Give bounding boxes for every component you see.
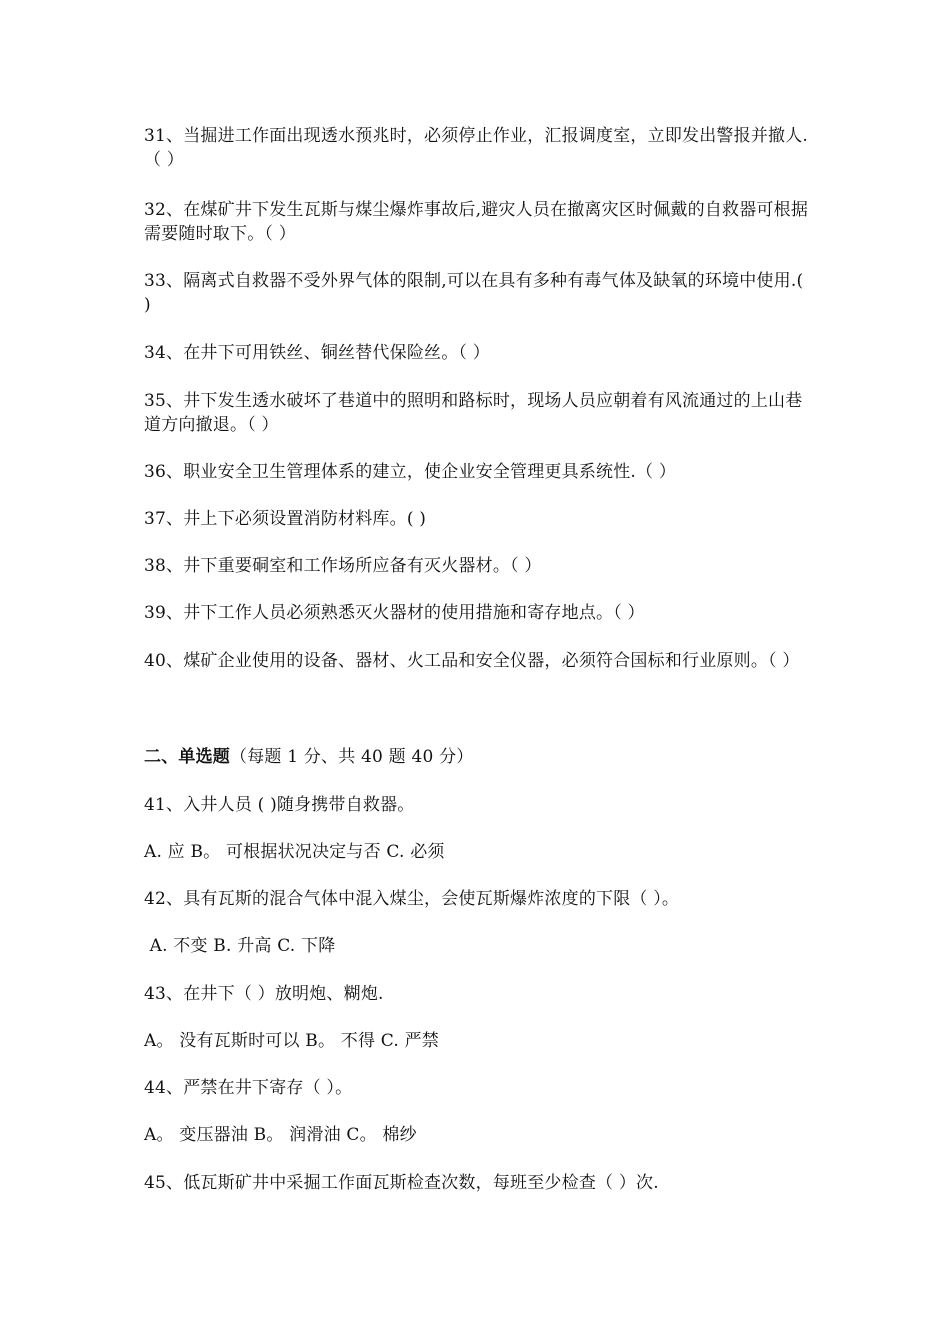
question-42: 42、具有瓦斯的混合气体中混入煤尘，会使瓦斯爆炸浓度的下限（ ）。 (144, 889, 680, 909)
question-32: 32、在煤矿井下发生瓦斯与煤尘爆炸事故后,避灾人员在撤离灾区时佩戴的自救器可根据需要随时取下。（ ） (144, 200, 809, 244)
question-44: 44、严禁在井下寄存（ ）。 (144, 1078, 353, 1098)
question-43: 43、在井下（ ）放明炮、糊炮. (144, 984, 384, 1004)
question-33: 33、隔离式自救器不受外界气体的限制,可以在具有多种有毒气体及缺氧的环境中使用.( ) (144, 271, 804, 315)
question-42-options: A. 不变 B. 升高 C. 下降 (144, 936, 336, 956)
section-heading (144, 745, 814, 769)
section-scoring-note: （每题 1 分、共 40 题 40 分） (230, 747, 474, 767)
question-38: 38、井下重要硐室和工作场所应备有灭火器材。（ ） (144, 556, 542, 576)
question-45: 45、低瓦斯矿井中采掘工作面瓦斯检查次数，每班至少检查（ ）次. (144, 1173, 659, 1193)
question-43-options: A。 没有瓦斯时可以 B。 不得 C. 严禁 (144, 1031, 439, 1051)
question-34: 34、在井下可用铁丝、铜丝替代保险丝。（ ） (144, 343, 490, 363)
question-31: 31、当掘进工作面出现透水预兆时，必须停止作业，汇报调度室，立即发出警报并撤人.（ ） (144, 126, 809, 170)
question-37: 37、井上下必须设置消防材料库。( ) (144, 509, 427, 529)
question-35: 35、井下发生透水破坏了巷道中的照明和路标时，现场人员应朝着有风流通过的上山巷道方向撤退。（ ） (144, 391, 803, 435)
section-title: 二、单选题 (144, 747, 230, 767)
question-39: 39、井下工作人员必须熟悉灭火器材的使用措施和寄存地点。（ ） (144, 603, 645, 623)
question-36: 36、职业安全卫生管理体系的建立，使企业安全管理更具系统性.（ ） (144, 462, 677, 482)
question-41: 41、入井人员 ( )随身携带自救器。 (144, 795, 415, 815)
question-44-options: A。 变压器油 B。 润滑油 C。 棉纱 (144, 1125, 417, 1145)
question-41-options: A. 应 B。 可根据状况决定与否 C. 必须 (144, 842, 445, 862)
question-40: 40、煤矿企业使用的设备、器材、火工品和安全仪器，必须符合国标和行业原则。（ ） (144, 651, 800, 671)
